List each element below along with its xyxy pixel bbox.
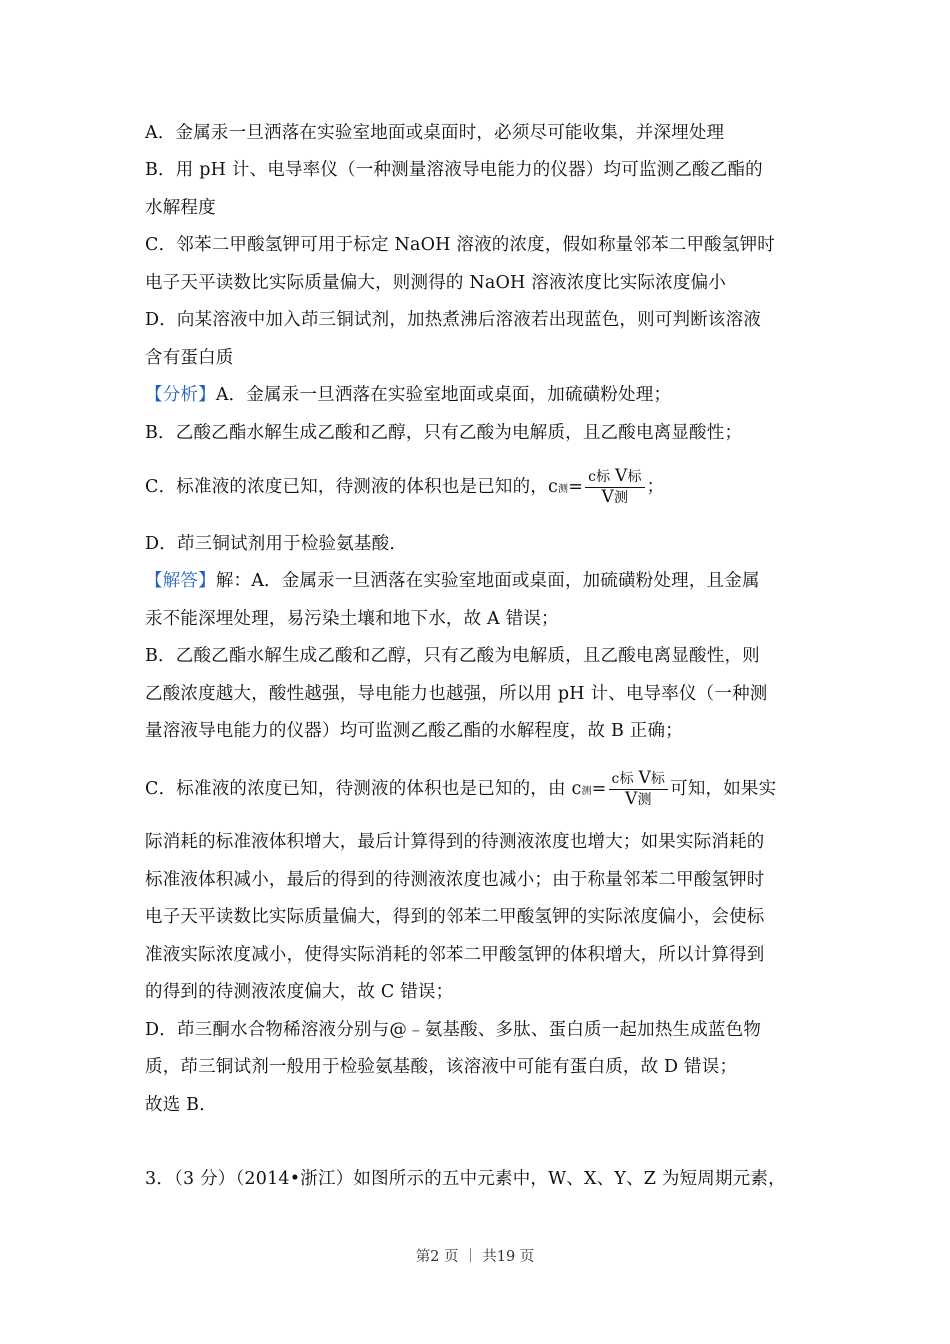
answer-c-text: C．标准液的浓度已知，待测液的体积也是已知的，由 c bbox=[145, 779, 582, 799]
answer-c-end: 可知，如果实 bbox=[670, 779, 777, 799]
option-d-line1: D．向某溶液中加入茚三铜试剂，加热煮沸后溶液若出现蓝色，则可判断该溶液 bbox=[145, 310, 762, 330]
analysis-line-c bbox=[145, 468, 664, 507]
fraction-denominator: V测 bbox=[624, 789, 652, 809]
answer-line-8: 电子天平读数比实际质量偏大，得到的邻苯二甲酸氢钾的实际浓度偏小，会使标 bbox=[145, 907, 765, 927]
answer-line-9: 准液实际浓度减小，使得实际消耗的邻苯二甲酸氢钾的体积增大，所以计算得到 bbox=[145, 945, 765, 965]
answer-line-6: 际消耗的标准液体积增大，最后计算得到的待测液浓度也增大；如果实际消耗的 bbox=[145, 832, 765, 852]
option-c-line1: C．邻苯二甲酸氢钾可用于标定 NaOH 溶液的浓度，假如称量邻苯二甲酸氢钾时 bbox=[145, 235, 775, 255]
answer-first-text: 解：A．金属汞一旦洒落在实验室地面或桌面，加硫磺粉处理，且金属 bbox=[215, 571, 760, 591]
page-footer: 第2 页 ｜ 共19 页 bbox=[415, 1249, 535, 1265]
analysis-line-a bbox=[145, 383, 671, 407]
option-c-line2: 电子天平读数比实际质量偏大，则测得的 NaOH 溶液浓度比实际浓度偏小 bbox=[145, 273, 726, 293]
answer-tag: 【解答】 bbox=[145, 571, 216, 591]
analysis-line-b: B．乙酸乙酯水解生成乙酸和乙醇，只有乙酸为电解质，且乙酸电离显酸性； bbox=[145, 423, 743, 443]
option-b-line2: 水解程度 bbox=[145, 198, 216, 218]
analysis-c-subscript: 测 bbox=[558, 484, 569, 495]
analysis-c-end: ； bbox=[646, 477, 665, 497]
answer-line-13: 故选 B． bbox=[145, 1095, 217, 1115]
answer-line-3: B．乙酸乙酯水解生成乙酸和乙醇，只有乙酸为电解质，且乙酸电离显酸性，则 bbox=[145, 646, 760, 666]
answer-fraction bbox=[609, 770, 669, 809]
answer-c-equals: = bbox=[591, 779, 607, 799]
fraction-numerator: c标 V标 bbox=[585, 468, 645, 488]
option-b-line1: B．用 pH 计、电导率仪（一种测量溶液导电能力的仪器）均可监测乙酸乙酯的 bbox=[145, 160, 763, 180]
answer-line-1 bbox=[145, 569, 760, 593]
answer-line-4: 乙酸浓度越大，酸性越强，导电能力也越强，所以用 pH 计、电导率仪（一种测 bbox=[145, 684, 768, 704]
answer-line-10: 的得到的待测液浓度偏大，故 C 错误； bbox=[145, 982, 454, 1002]
answer-line-2: 汞不能深埋处理，易污染土壤和地下水，故 A 错误； bbox=[145, 609, 559, 629]
analysis-line-d: D．茚三铜试剂用于检验氨基酸． bbox=[145, 534, 408, 554]
answer-line-11: D．茚三酮水合物稀溶液分别与@﹣氨基酸、多肽、蛋白质一起加热生成蓝色物 bbox=[145, 1020, 762, 1040]
analysis-c-equals: = bbox=[568, 477, 584, 497]
analysis-fraction bbox=[585, 468, 645, 507]
analysis-a-text: A．金属汞一旦洒落在实验室地面或桌面，加硫磺粉处理； bbox=[215, 385, 672, 405]
analysis-c-text: C．标准液的浓度已知，待测液的体积也是已知的，c bbox=[145, 477, 558, 497]
option-a: A．金属汞一旦洒落在实验室地面或桌面时，必须尽可能收集，并深埋处理 bbox=[145, 123, 725, 143]
analysis-tag: 【分析】 bbox=[145, 385, 216, 405]
answer-line-5: 量溶液导电能力的仪器）均可监测乙酸乙酯的水解程度，故 B 正确； bbox=[145, 721, 683, 741]
answer-c-subscript: 测 bbox=[581, 786, 592, 797]
answer-line-12: 质，茚三铜试剂一般用于检验氨基酸，该溶液中可能有蛋白质，故 D 错误； bbox=[145, 1057, 738, 1077]
answer-line-7: 标准液体积减小，最后的得到的待测液浓度也减小；由于称量邻苯二甲酸氢钾时 bbox=[145, 870, 765, 890]
answer-line-c bbox=[145, 770, 776, 809]
question-3: 3．（3 分）（2014•浙江）如图所示的五中元素中，W、X、Y、Z 为短周期元素， bbox=[145, 1169, 786, 1189]
option-d-line2: 含有蛋白质 bbox=[145, 348, 234, 368]
fraction-denominator: V测 bbox=[601, 487, 629, 507]
fraction-numerator: c标 V标 bbox=[609, 770, 669, 790]
